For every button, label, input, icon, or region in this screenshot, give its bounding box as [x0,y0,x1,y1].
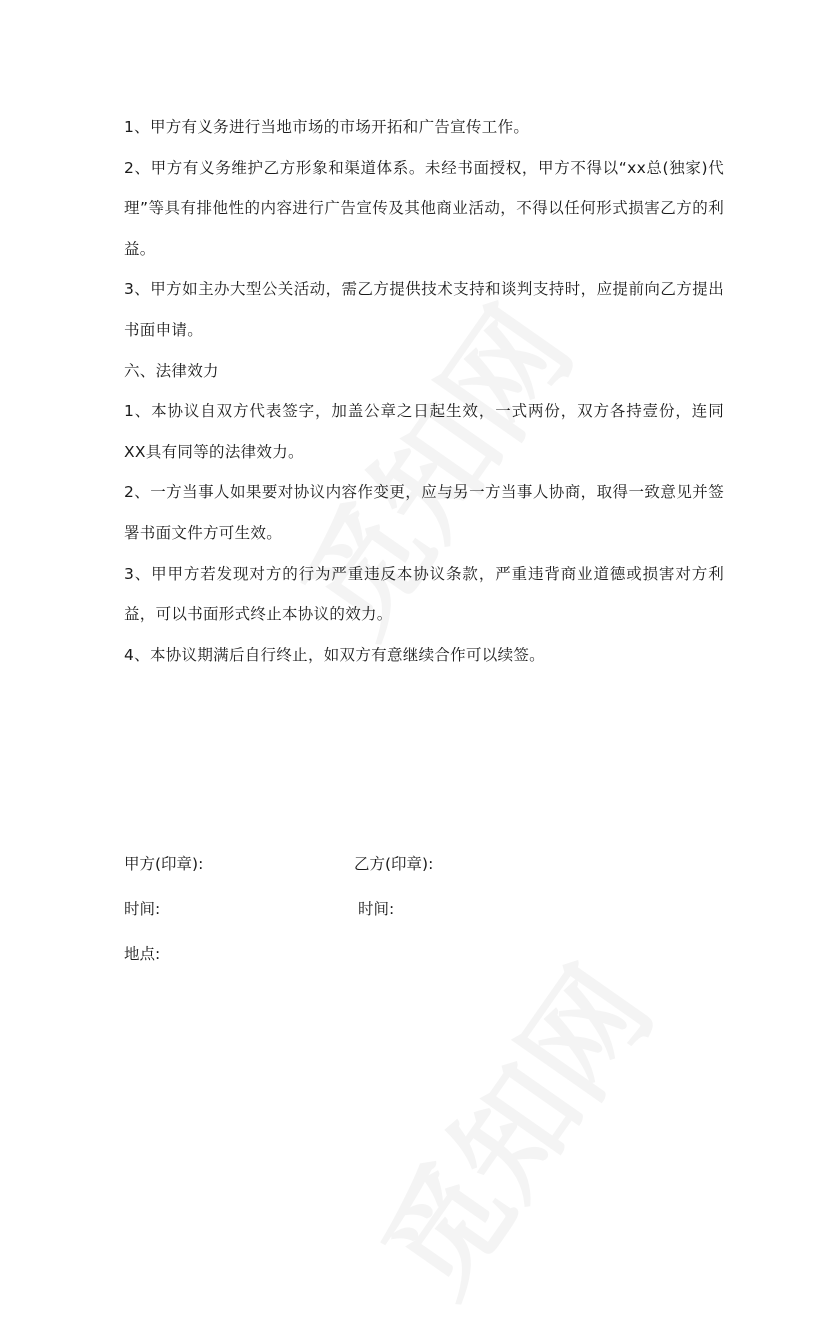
paragraph: 1、本协议自双方代表签字，加盖公章之日起生效，一式两份，双方各持壹份，连同XX具有同等的法律效力。 [124,402,724,461]
paragraph: 3、甲方如主办大型公关活动，需乙方提供技术支持和谈判支持时，应提前向乙方提出书面申请。 [124,280,724,339]
party-b-time-label: 时间: [358,900,395,918]
paragraph: 2、一方当事人如果要对协议内容作变更，应与另一方当事人协商，取得一致意见并签署书面文件方可生效。 [124,483,724,542]
paragraph: 2、甲方有义务维护乙方形象和渠道体系。未经书面授权，甲方不得以“xx总(独家)代理”等具有排他性的内容进行广告宣传及其他商业活动，不得以任何形式损害乙方的利益。 [124,158,724,258]
signature-row-time [124,889,724,934]
party-b-seal-label: 乙方(印章): [354,855,434,873]
signature-block [124,844,724,979]
signature-row-location [124,934,724,979]
paragraph: 3、甲甲方若发现对方的行为严重违反本协议条款，严重违背商业道德或损害对方利益，可以书面形式终止本协议的效力。 [124,564,724,624]
location-label: 地点: [124,945,161,963]
signature-row-seal [124,844,724,889]
paragraph: 1、甲方有义务进行当地市场的市场开拓和广告宣传工作。 [124,118,530,136]
paragraph: 4、本协议期满后自行终止，如双方有意继续合作可以续签。 [124,645,545,664]
watermark [336,929,683,1323]
section-heading: 六、法律效力 [124,361,219,380]
party-a-seal-label: 甲方(印章): [124,855,204,873]
party-a-time-label: 时间: [124,900,161,918]
document-body [124,107,724,675]
